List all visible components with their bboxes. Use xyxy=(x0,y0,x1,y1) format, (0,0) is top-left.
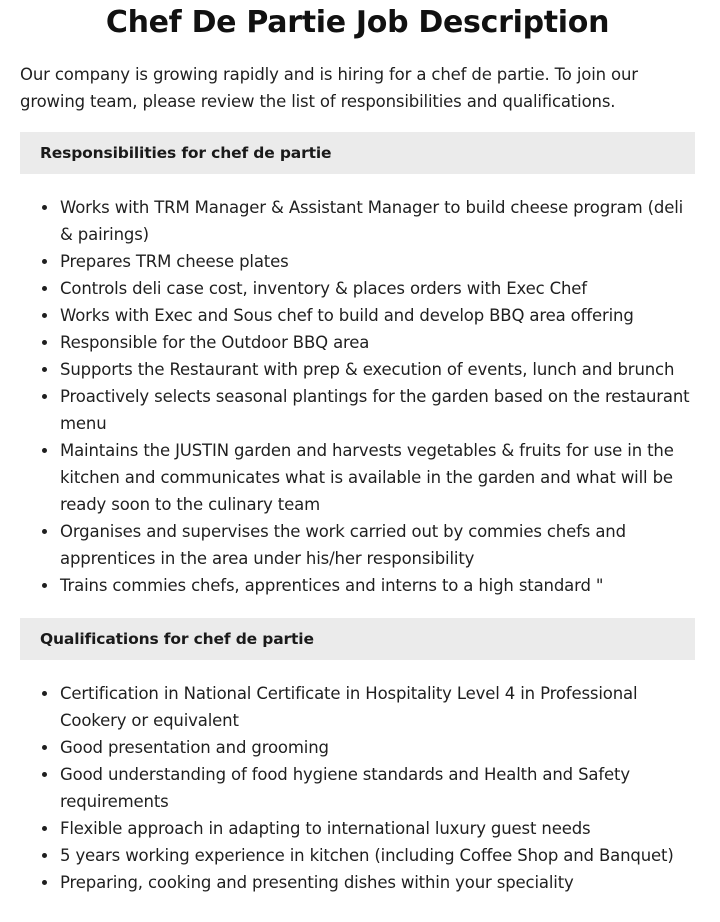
list-item: Good understanding of food hygiene standards and Health and Safety requirements xyxy=(20,761,695,815)
responsibilities-list xyxy=(20,194,695,599)
responsibilities-heading: Responsibilities for chef de partie xyxy=(40,144,332,162)
list-item: Responsible for the Outdoor BBQ area xyxy=(20,329,695,356)
list-item: Organises and supervises the work carried out by commies chefs and apprentices in the area under his/her responsibility xyxy=(20,518,695,572)
list-item: Preparing, cooking and presenting dishes within your speciality xyxy=(20,869,695,896)
list-item: Maintains the JUSTIN garden and harvests vegetables & fruits for use in the kitchen and communicates what is available in the garden and what will be ready soon to the culinary team xyxy=(20,437,695,518)
qualifications-list xyxy=(20,680,695,896)
list-item: Prepares TRM cheese plates xyxy=(20,248,695,275)
qualifications-header xyxy=(20,618,695,660)
list-item: Works with TRM Manager & Assistant Manager to build cheese program (deli & pairings) xyxy=(20,194,695,248)
list-item: Trains commies chefs, apprentices and interns to a high standard " xyxy=(20,572,695,599)
qualifications-heading: Qualifications for chef de partie xyxy=(40,630,314,648)
page-title: Chef De Partie Job Description xyxy=(105,5,610,40)
list-item: Controls deli case cost, inventory & places orders with Exec Chef xyxy=(20,275,695,302)
list-item: Good presentation and grooming xyxy=(20,734,695,761)
list-item: Certification in National Certificate in Hospitality Level 4 in Professional Cookery or equivalent xyxy=(20,680,695,734)
responsibilities-header xyxy=(20,132,695,174)
list-item: Flexible approach in adapting to international luxury guest needs xyxy=(20,815,695,842)
list-item: Proactively selects seasonal plantings for the garden based on the restaurant menu xyxy=(20,383,695,437)
list-item: Works with Exec and Sous chef to build and develop BBQ area offering xyxy=(20,302,695,329)
list-item: Supports the Restaurant with prep & execution of events, lunch and brunch xyxy=(20,356,695,383)
intro-paragraph: Our company is growing rapidly and is hiring for a chef de partie. To join our growing team, please review the list of responsibilities and qualifications. xyxy=(20,65,638,111)
list-item: 5 years working experience in kitchen (including Coffee Shop and Banquet) xyxy=(20,842,695,869)
